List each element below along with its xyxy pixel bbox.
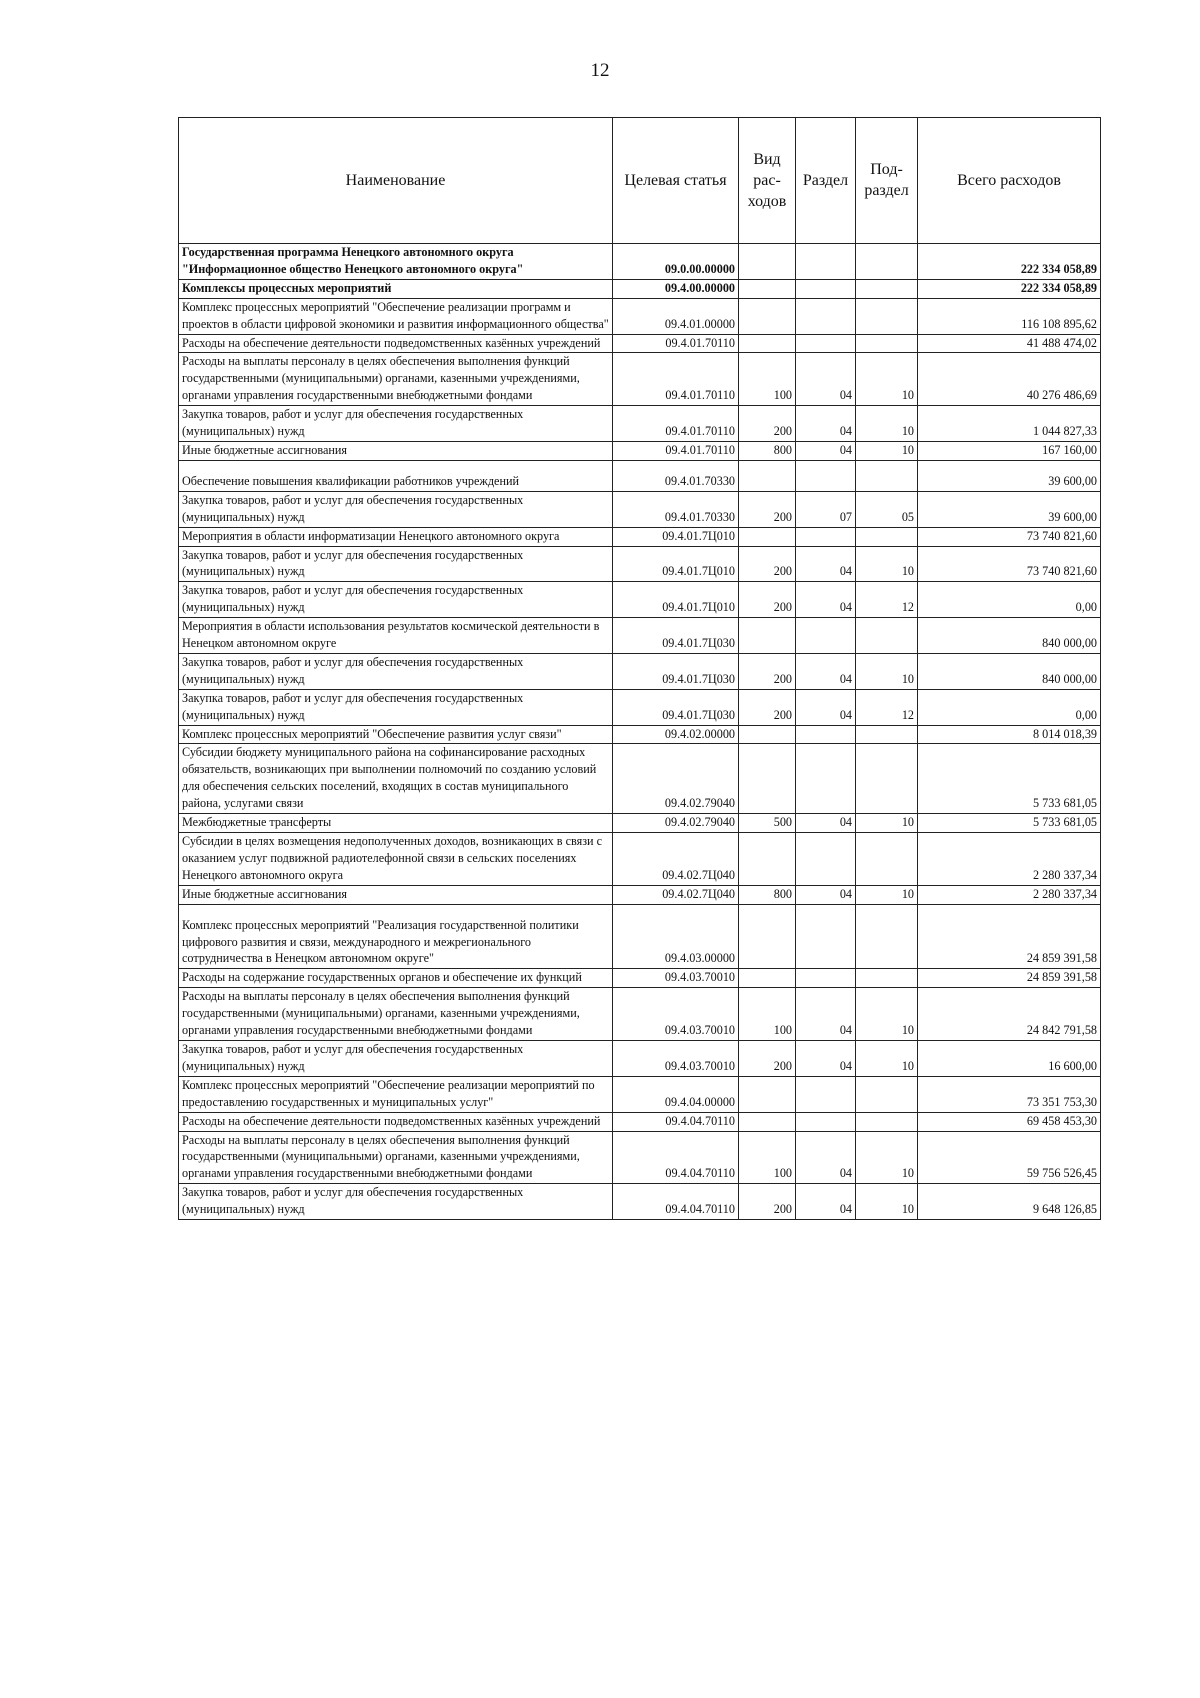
page-number: 12 (590, 60, 610, 81)
table-row (179, 833, 1101, 886)
row-total: 167 160,00 (918, 441, 1101, 460)
row-code: 09.4.04.00000 (613, 1076, 739, 1112)
row-podrazdel: 10 (856, 1040, 918, 1076)
row-podrazdel: 10 (856, 441, 918, 460)
row-razdel: 04 (796, 653, 856, 689)
row-podrazdel (856, 969, 918, 988)
row-total: 24 859 391,58 (918, 969, 1101, 988)
row-vid: 200 (739, 653, 796, 689)
row-vid (739, 833, 796, 886)
row-code: 09.4.04.70110 (613, 1184, 739, 1220)
header-podrazdel: Под- раздел (856, 118, 918, 244)
row-razdel (796, 618, 856, 654)
row-total: 222 334 058,89 (918, 279, 1101, 298)
row-podrazdel: 10 (856, 653, 918, 689)
table-row (179, 441, 1101, 460)
row-name: Расходы на обеспечение деятельности подведомственных казённых учреждений (179, 334, 613, 353)
header-razdel: Раздел (796, 118, 856, 244)
table-row (179, 814, 1101, 833)
row-podrazdel (856, 1112, 918, 1131)
row-vid (739, 904, 796, 969)
row-razdel (796, 1112, 856, 1131)
row-vid (739, 460, 796, 491)
row-code: 09.4.01.70110 (613, 334, 739, 353)
row-name: Мероприятия в области использования результатов космической деятельности в Ненецком автономном округе (179, 618, 613, 654)
row-razdel: 04 (796, 582, 856, 618)
budget-table (178, 117, 1101, 1220)
row-razdel (796, 725, 856, 744)
row-vid: 800 (739, 441, 796, 460)
table-row (179, 353, 1101, 406)
row-razdel (796, 1076, 856, 1112)
row-razdel: 04 (796, 689, 856, 725)
row-podrazdel (856, 833, 918, 886)
row-code: 09.4.01.70330 (613, 460, 739, 491)
row-code: 09.4.04.70110 (613, 1131, 739, 1184)
row-name: Закупка товаров, работ и услуг для обеспечения государственных (муниципальных) нужд (179, 406, 613, 442)
row-razdel: 04 (796, 546, 856, 582)
table-row (179, 491, 1101, 527)
row-code: 09.4.04.70110 (613, 1112, 739, 1131)
row-razdel (796, 244, 856, 280)
row-podrazdel: 10 (856, 353, 918, 406)
row-name: Закупка товаров, работ и услуг для обеспечения государственных (муниципальных) нужд (179, 546, 613, 582)
row-razdel: 04 (796, 353, 856, 406)
row-name: Расходы на выплаты персоналу в целях обеспечения выполнения функций государственными (муниципальными) органами, казенными учреждениями, органами управления государственными внебюджетными фондами (179, 1131, 613, 1184)
row-razdel: 04 (796, 1131, 856, 1184)
row-code: 09.4.01.7Ц010 (613, 546, 739, 582)
row-total: 5 733 681,05 (918, 814, 1101, 833)
row-razdel: 07 (796, 491, 856, 527)
row-razdel: 04 (796, 814, 856, 833)
row-razdel: 04 (796, 1040, 856, 1076)
row-razdel (796, 460, 856, 491)
table-header (179, 118, 1101, 244)
row-vid (739, 334, 796, 353)
row-razdel (796, 744, 856, 814)
row-podrazdel: 10 (856, 1131, 918, 1184)
table-row (179, 244, 1101, 280)
table-row (179, 618, 1101, 654)
row-total: 24 859 391,58 (918, 904, 1101, 969)
row-total: 0,00 (918, 582, 1101, 618)
header-code: Целевая статья (613, 118, 739, 244)
row-total: 73 351 753,30 (918, 1076, 1101, 1112)
header-vid: Вид рас- ходов (739, 118, 796, 244)
row-vid: 100 (739, 988, 796, 1041)
table-row (179, 406, 1101, 442)
row-vid: 200 (739, 406, 796, 442)
row-vid: 200 (739, 689, 796, 725)
table-row (179, 279, 1101, 298)
row-vid (739, 527, 796, 546)
row-name: Мероприятия в области информатизации Ненецкого автономного округа (179, 527, 613, 546)
table-row (179, 653, 1101, 689)
row-name: Закупка товаров, работ и услуг для обеспечения государственных (муниципальных) нужд (179, 653, 613, 689)
row-vid (739, 244, 796, 280)
row-total: 1 044 827,33 (918, 406, 1101, 442)
row-vid: 200 (739, 546, 796, 582)
row-total: 24 842 791,58 (918, 988, 1101, 1041)
row-code: 09.4.02.7Ц040 (613, 833, 739, 886)
row-name: Закупка товаров, работ и услуг для обеспечения государственных (муниципальных) нужд (179, 689, 613, 725)
row-vid: 200 (739, 1184, 796, 1220)
row-vid: 200 (739, 1040, 796, 1076)
row-total: 73 740 821,60 (918, 527, 1101, 546)
row-vid (739, 969, 796, 988)
table-row (179, 1076, 1101, 1112)
row-vid: 200 (739, 491, 796, 527)
row-vid: 100 (739, 1131, 796, 1184)
table-body (179, 244, 1101, 1220)
table-row (179, 546, 1101, 582)
row-code: 09.0.00.00000 (613, 244, 739, 280)
row-razdel: 04 (796, 988, 856, 1041)
row-name: Иные бюджетные ассигнования (179, 885, 613, 904)
row-code: 09.4.02.00000 (613, 725, 739, 744)
row-vid: 500 (739, 814, 796, 833)
row-name: Комплекс процессных мероприятий "Обеспечение реализации программ и проектов в области цифровой экономики и развития информационного общества" (179, 298, 613, 334)
row-podrazdel: 10 (856, 406, 918, 442)
row-code: 09.4.02.7Ц040 (613, 885, 739, 904)
row-total: 5 733 681,05 (918, 744, 1101, 814)
row-vid (739, 744, 796, 814)
row-name: Закупка товаров, работ и услуг для обеспечения государственных (муниципальных) нужд (179, 582, 613, 618)
row-podrazdel: 10 (856, 885, 918, 904)
row-code: 09.4.03.70010 (613, 969, 739, 988)
table-row (179, 334, 1101, 353)
row-total: 840 000,00 (918, 618, 1101, 654)
table-row (179, 988, 1101, 1041)
table-row (179, 527, 1101, 546)
row-podrazdel (856, 334, 918, 353)
row-podrazdel (856, 618, 918, 654)
row-podrazdel (856, 744, 918, 814)
header-total: Всего расходов (918, 118, 1101, 244)
row-name: Расходы на выплаты персоналу в целях обеспечения выполнения функций государственными (муниципальными) органами, казенными учреждениями, органами управления государственными внебюджетными фондами (179, 353, 613, 406)
row-vid: 200 (739, 582, 796, 618)
row-razdel (796, 298, 856, 334)
row-code: 09.4.01.7Ц010 (613, 582, 739, 618)
row-podrazdel (856, 279, 918, 298)
row-code: 09.4.00.00000 (613, 279, 739, 298)
row-total: 840 000,00 (918, 653, 1101, 689)
row-total: 222 334 058,89 (918, 244, 1101, 280)
table-row (179, 885, 1101, 904)
table-row (179, 1112, 1101, 1131)
row-name: Комплекс процессных мероприятий "Реализация государственной политики цифрового развития и связи, международного и межрегионального сотрудничества в Ненецком автономном округе" (179, 904, 613, 969)
row-total: 116 108 895,62 (918, 298, 1101, 334)
row-total: 73 740 821,60 (918, 546, 1101, 582)
row-code: 09.4.03.00000 (613, 904, 739, 969)
table-row (179, 1040, 1101, 1076)
row-code: 09.4.02.79040 (613, 814, 739, 833)
row-name: Закупка товаров, работ и услуг для обеспечения государственных (муниципальных) нужд (179, 1040, 613, 1076)
row-podrazdel (856, 460, 918, 491)
row-name: Межбюджетные трансферты (179, 814, 613, 833)
row-razdel (796, 904, 856, 969)
row-code: 09.4.01.7Ц010 (613, 527, 739, 546)
row-code: 09.4.03.70010 (613, 988, 739, 1041)
row-podrazdel: 12 (856, 689, 918, 725)
table-row (179, 1184, 1101, 1220)
table-row (179, 582, 1101, 618)
row-name: Государственная программа Ненецкого автономного округа "Информационное общество Ненецкого автономного округа" (179, 244, 613, 280)
row-vid (739, 279, 796, 298)
row-podrazdel (856, 725, 918, 744)
row-razdel (796, 833, 856, 886)
table-row (179, 904, 1101, 969)
row-name: Расходы на содержание государственных органов и обеспечение их функций (179, 969, 613, 988)
row-name: Расходы на обеспечение деятельности подведомственных казённых учреждений (179, 1112, 613, 1131)
row-total: 8 014 018,39 (918, 725, 1101, 744)
row-vid (739, 1112, 796, 1131)
row-podrazdel: 05 (856, 491, 918, 527)
row-podrazdel: 10 (856, 546, 918, 582)
row-podrazdel: 10 (856, 1184, 918, 1220)
row-vid (739, 725, 796, 744)
row-podrazdel (856, 298, 918, 334)
row-podrazdel: 10 (856, 814, 918, 833)
row-razdel: 04 (796, 1184, 856, 1220)
row-code: 09.4.03.70010 (613, 1040, 739, 1076)
row-total: 40 276 486,69 (918, 353, 1101, 406)
row-razdel (796, 279, 856, 298)
row-name: Иные бюджетные ассигнования (179, 441, 613, 460)
row-name: Закупка товаров, работ и услуг для обеспечения государственных (муниципальных) нужд (179, 491, 613, 527)
row-code: 09.4.02.79040 (613, 744, 739, 814)
table-row (179, 298, 1101, 334)
row-code: 09.4.01.7Ц030 (613, 689, 739, 725)
row-total: 59 756 526,45 (918, 1131, 1101, 1184)
row-podrazdel: 10 (856, 988, 918, 1041)
row-razdel (796, 969, 856, 988)
row-vid (739, 618, 796, 654)
row-name: Комплекс процессных мероприятий "Обеспечение реализации мероприятий по предоставлению государственных и муниципальных услуг" (179, 1076, 613, 1112)
row-razdel (796, 334, 856, 353)
row-name: Расходы на выплаты персоналу в целях обеспечения выполнения функций государственными (муниципальными) органами, казенными учреждениями, органами управления государственными внебюджетными фондами (179, 988, 613, 1041)
table-row (179, 1131, 1101, 1184)
row-name: Закупка товаров, работ и услуг для обеспечения государственных (муниципальных) нужд (179, 1184, 613, 1220)
row-code: 09.4.01.70110 (613, 353, 739, 406)
row-vid (739, 1076, 796, 1112)
row-name: Комплекс процессных мероприятий "Обеспечение развития услуг связи" (179, 725, 613, 744)
row-code: 09.4.01.00000 (613, 298, 739, 334)
row-code: 09.4.01.70110 (613, 406, 739, 442)
table-row (179, 744, 1101, 814)
row-vid: 100 (739, 353, 796, 406)
row-total: 41 488 474,02 (918, 334, 1101, 353)
table-row (179, 689, 1101, 725)
row-total: 16 600,00 (918, 1040, 1101, 1076)
header-name: Наименование (179, 118, 613, 244)
row-podrazdel: 12 (856, 582, 918, 618)
row-code: 09.4.01.70330 (613, 491, 739, 527)
row-razdel: 04 (796, 885, 856, 904)
row-total: 9 648 126,85 (918, 1184, 1101, 1220)
row-total: 39 600,00 (918, 460, 1101, 491)
row-podrazdel (856, 244, 918, 280)
row-name: Обеспечение повышения квалификации работников учреждений (179, 460, 613, 491)
row-vid (739, 298, 796, 334)
row-podrazdel (856, 904, 918, 969)
row-total: 69 458 453,30 (918, 1112, 1101, 1131)
row-code: 09.4.01.70110 (613, 441, 739, 460)
row-code: 09.4.01.7Ц030 (613, 618, 739, 654)
row-razdel: 04 (796, 406, 856, 442)
row-name: Субсидии бюджету муниципального района на софинансирование расходных обязательств, возникающих при выполнении полномочий по созданию условий для обеспечения сельских поселений, входящих в состав муниципального района, услугами связи (179, 744, 613, 814)
row-total: 0,00 (918, 689, 1101, 725)
row-razdel: 04 (796, 441, 856, 460)
row-vid: 800 (739, 885, 796, 904)
row-total: 2 280 337,34 (918, 833, 1101, 886)
table-row (179, 725, 1101, 744)
table-row (179, 460, 1101, 491)
row-total: 39 600,00 (918, 491, 1101, 527)
row-podrazdel (856, 1076, 918, 1112)
row-code: 09.4.01.7Ц030 (613, 653, 739, 689)
row-total: 2 280 337,34 (918, 885, 1101, 904)
row-name: Комплексы процессных мероприятий (179, 279, 613, 298)
row-name: Субсидии в целях возмещения недополученных доходов, возникающих в связи с оказанием услуг подвижной радиотелефонной связи в сельских поселениях Ненецкого автономного округа (179, 833, 613, 886)
row-podrazdel (856, 527, 918, 546)
row-razdel (796, 527, 856, 546)
table-row (179, 969, 1101, 988)
